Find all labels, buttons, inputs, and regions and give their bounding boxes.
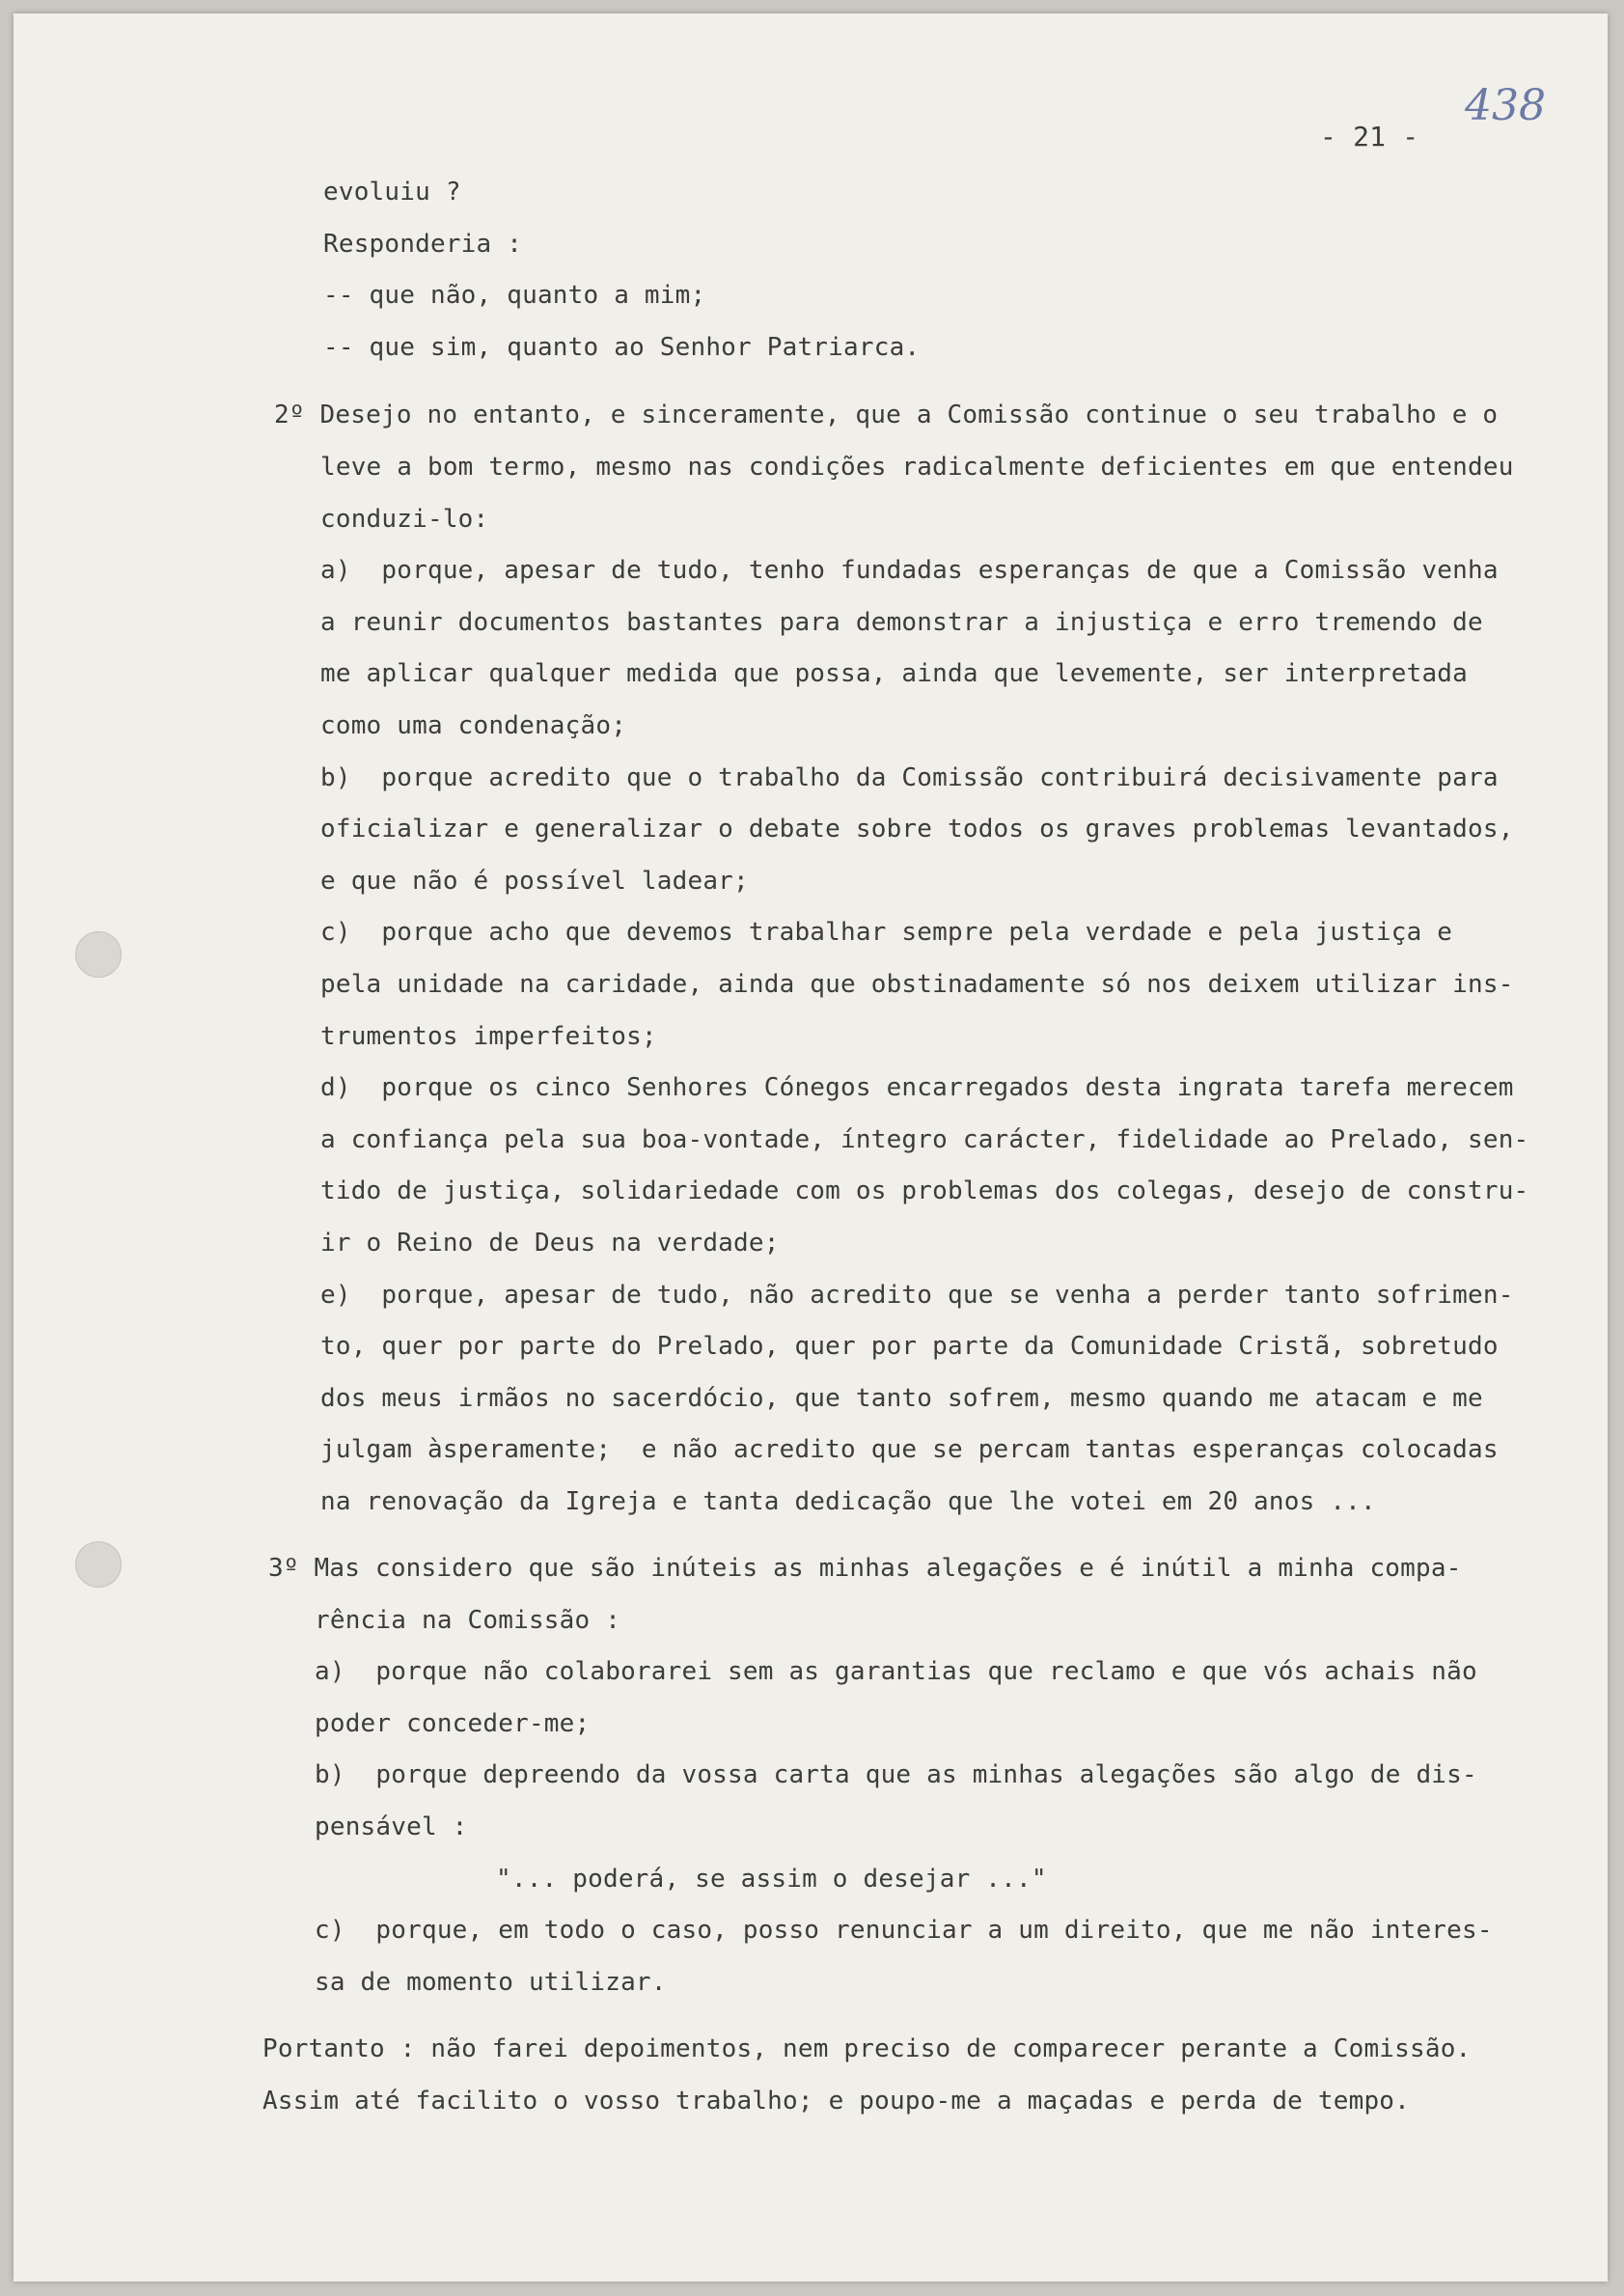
- text-line: a reunir documentos bastantes para demonstrar a injustiça e erro tremendo de: [320, 608, 1483, 637]
- text-line: b) porque depreendo da vossa carta que as minhas alegações são algo de dis-: [315, 1760, 1477, 1789]
- text-line: -- que sim, quanto ao Senhor Patriarca.: [323, 333, 921, 362]
- text-line: ir o Reino de Deus na verdade;: [320, 1229, 780, 1258]
- text-line: rência na Comissão :: [315, 1606, 621, 1635]
- text-line: pela unidade na caridade, ainda que obstinadamente só nos deixem utilizar ins-: [320, 970, 1514, 999]
- text-line: poder conceder-me;: [315, 1709, 591, 1738]
- text-line: como uma condenação;: [320, 711, 627, 740]
- document-page: [14, 14, 1608, 2282]
- text-line: sa de momento utilizar.: [315, 1968, 667, 1997]
- text-line: Portanto : não farei depoimentos, nem preciso de comparecer perante a Comissão.: [262, 2034, 1472, 2063]
- text-line: a confiança pela sua boa-vontade, íntegro carácter, fidelidade ao Prelado, sen-: [320, 1125, 1529, 1154]
- text-line: tido de justiça, solidariedade com os problemas dos colegas, desejo de constru-: [320, 1176, 1529, 1205]
- text-line: leve a bom termo, mesmo nas condições radicalmente deficientes em que entendeu: [320, 453, 1514, 482]
- text-line: c) porque acho que devemos trabalhar sempre pela verdade e pela justiça e: [320, 918, 1453, 947]
- text-line: a) porque, apesar de tudo, tenho fundadas esperanças de que a Comissão venha: [320, 556, 1499, 585]
- text-line: julgam àsperamente; e não acredito que se percam tantas esperanças colocadas: [320, 1435, 1499, 1464]
- quoted-text: "... poderá, se assim o desejar ...": [496, 1865, 1047, 1894]
- text-line: pensável :: [315, 1812, 468, 1841]
- text-line: 3º Mas considero que são inúteis as minhas alegações e é inútil a minha compa-: [268, 1554, 1462, 1583]
- text-line: oficializar e generalizar o debate sobre todos os graves problemas levantados,: [320, 815, 1514, 844]
- punch-hole-bottom: [75, 1541, 122, 1588]
- text-line: na renovação da Igreja e tanta dedicação que lhe votei em 20 anos ...: [320, 1487, 1376, 1516]
- text-line: conduzi-lo:: [320, 505, 489, 534]
- text-line: Responderia :: [323, 230, 523, 259]
- text-line: trumentos imperfeitos;: [320, 1022, 657, 1051]
- text-line: c) porque, em todo o caso, posso renunciar a um direito, que me não interes-: [315, 1916, 1493, 1945]
- handwritten-page-number: 438: [1465, 81, 1546, 130]
- punch-hole-top: [75, 931, 122, 978]
- text-line: dos meus irmãos no sacerdócio, que tanto sofrem, mesmo quando me atacam e me: [320, 1384, 1483, 1413]
- text-line: e) porque, apesar de tudo, não acredito que se venha a perder tanto sofrimen-: [320, 1281, 1514, 1310]
- text-line: -- que não, quanto a mim;: [323, 281, 706, 310]
- text-line: Assim até facilito o vosso trabalho; e poupo-me a maçadas e perda de tempo.: [262, 2087, 1410, 2116]
- text-line: evoluiu ?: [323, 178, 461, 207]
- page-number: - 21 -: [1320, 121, 1419, 152]
- text-line: me aplicar qualquer medida que possa, ainda que levemente, ser interpretada: [320, 659, 1468, 688]
- text-line: to, quer por parte do Prelado, quer por parte da Comunidade Cristã, sobretudo: [320, 1332, 1499, 1361]
- text-line: 2º Desejo no entanto, e sinceramente, que a Comissão continue o seu trabalho e o: [274, 401, 1499, 429]
- text-line: a) porque não colaborarei sem as garantias que reclamo e que vós achais não: [315, 1657, 1477, 1686]
- text-line: e que não é possível ladear;: [320, 867, 749, 896]
- text-line: d) porque os cinco Senhores Cónegos encarregados desta ingrata tarefa merecem: [320, 1073, 1514, 1102]
- text-line: b) porque acredito que o trabalho da Comissão contribuirá decisivamente para: [320, 763, 1499, 792]
